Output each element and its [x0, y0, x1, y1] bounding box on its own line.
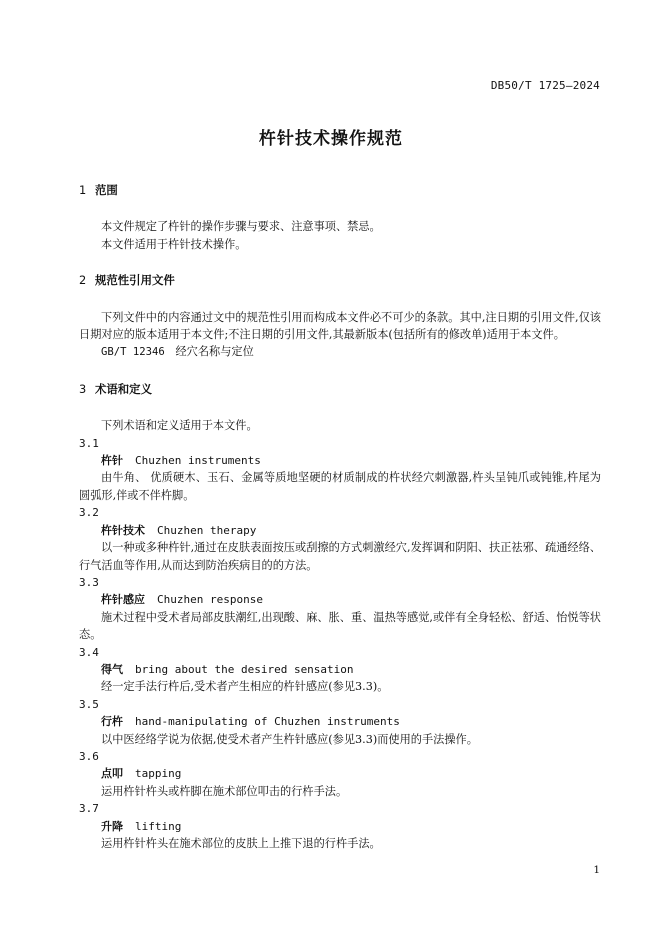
term-heading [101, 522, 601, 539]
term-number: 3.1 [79, 436, 99, 450]
term-heading [101, 591, 601, 608]
term-english: Chuzhen therapy [157, 523, 257, 537]
term-english: Chuzhen instruments [135, 454, 261, 468]
paragraph: 下列文件中的内容通过文中的规范性引用而构成本文件必不可少的条款。其中,注日期的引用文件,仅该日期对应的版本适用于本文件;不注日期的引用文件,其最新版本(包括所有的修改单)适用于本文件。 [79, 310, 601, 342]
term-heading [101, 765, 601, 782]
term-entry [79, 696, 601, 748]
term-number: 3.4 [79, 645, 99, 659]
paragraph: 本文件规定了杵针的操作步骤与要求、注意事项、禁忌。 [101, 220, 381, 234]
term-number: 3.6 [79, 749, 99, 763]
term-chinese: 杵针感应 [101, 593, 145, 607]
term-chinese: 点叩 [101, 767, 123, 781]
term-entry [79, 748, 601, 800]
term-definition: 经一定手法行杵后,受术者产生相应的杵针感应(参见3.3)。 [101, 680, 389, 694]
term-english: tapping [135, 767, 182, 781]
term-definition: 运用杵针杵头或杵脚在施术部位叩击的行杵手法。 [101, 784, 348, 798]
term-chinese: 杵针 [101, 454, 123, 468]
term-english: hand-manipulating of Chuzhen instruments [135, 715, 400, 729]
term-chinese: 行杵 [101, 715, 123, 729]
term-definition: 以一种或多种杵针,通过在皮肤表面按压或刮擦的方式刺激经穴,发挥调和阴阳、扶正祛邪、疏通经络、行气活血等作用,从而达到防治疾病目的的方法。 [79, 541, 601, 572]
term-english: bring about the desired sensation [135, 662, 354, 676]
term-entry [79, 800, 601, 852]
term-heading [101, 713, 601, 730]
reference-entry [79, 343, 601, 361]
term-english: Chuzhen response [157, 593, 263, 607]
term-chinese: 升降 [101, 819, 123, 833]
term-entry [79, 574, 601, 644]
section-heading-scope [79, 182, 601, 199]
page-number: 1 [593, 864, 600, 876]
term-definition: 施术过程中受术者局部皮肤潮红,出现酸、麻、胀、重、温热等感觉,或伴有全身轻松、舒适、怡悦等状态。 [79, 610, 601, 642]
section-number: 1 [79, 183, 87, 197]
term-definition: 由牛角、 优质硬木、玉石、金属等质地坚硬的材质制成的杵状经穴刺激器,杵头呈钝爪或钝锥,杵尾为圆弧形,伴或不伴杵脚。 [79, 471, 601, 502]
paragraph: 本文件适用于杵针技术操作。 [101, 237, 247, 251]
section-title: 规范性引用文件 [95, 273, 175, 288]
section-number: 3 [79, 381, 87, 396]
term-english: lifting [135, 819, 182, 833]
document-title: 杵针技术操作规范 [259, 129, 403, 149]
section-number: 2 [79, 273, 87, 288]
term-number: 3.2 [79, 506, 99, 520]
term-chinese: 得气 [101, 662, 123, 676]
reference-title: 经穴名称与定位 [175, 345, 254, 359]
term-chinese: 杵针技术 [101, 523, 145, 537]
term-heading [101, 452, 601, 469]
section-title: 范围 [95, 183, 118, 197]
term-entry [79, 435, 601, 505]
section-heading-terms [79, 381, 601, 398]
term-number: 3.7 [79, 802, 99, 816]
term-heading [101, 661, 601, 678]
reference-code: GB/T 12346 [101, 346, 165, 359]
term-entry [79, 644, 601, 696]
term-entry [79, 504, 601, 574]
paragraph: 下列术语和定义适用于本文件。 [101, 419, 258, 433]
term-definition: 运用杵针杵头在施术部位的皮肤上上推下退的行杵手法。 [101, 837, 381, 850]
document-code: DB50/T 1725—2024 [490, 79, 600, 92]
section-title: 术语和定义 [95, 381, 152, 396]
document-body [79, 182, 601, 852]
term-definition: 以中医经络学说为依据,使受术者产生杵针感应(参见3.3)而使用的手法操作。 [101, 732, 478, 746]
section-heading-normative-references [79, 272, 601, 289]
term-heading [101, 818, 601, 835]
term-number: 3.5 [79, 697, 99, 711]
term-number: 3.3 [79, 575, 99, 589]
